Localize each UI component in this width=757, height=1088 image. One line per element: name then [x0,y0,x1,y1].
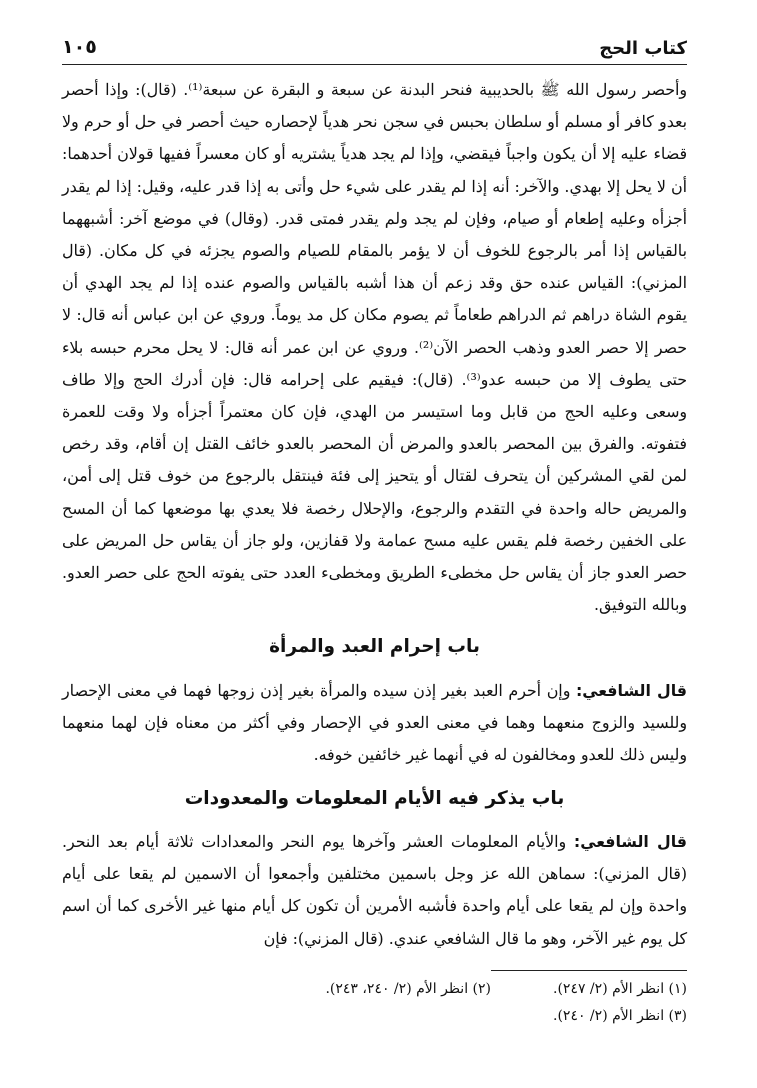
footnotes [62,976,687,1030]
section-title-known-days: باب يذكر فيه الأيام المعلومات والمعدودات [184,788,565,809]
footnote-line [62,976,687,1003]
page-number: ١٠٥ [62,36,97,58]
footnote-2: (٢) انظر الأم (٢/ ٢٤٠، ٢٤٣). [325,981,491,997]
speaker-label: قال الشافعي: [573,832,687,851]
footnote-1: (١) انظر الأم (٢/ ٢٤٧). [553,981,687,997]
paragraph-slave-woman [62,675,687,772]
footnote-divider [491,970,687,971]
speaker-label: قال الشافعي: [575,681,687,700]
book-title: كتاب الحج [599,38,687,59]
footnote-3: (٣) انظر الأم (٢/ ٢٤٠). [553,1008,687,1024]
paragraph-known-days [62,826,687,955]
page-header [62,34,687,65]
paragraph-text: والأيام المعلومات العشر وآخرها يوم النحر والمعدادات ثلاثة أيام بعد النحر. (قال المزني): سماهن الله عز وجل باسمين مختلفين وأجمعوا أن الاسمين لم يقعا على أيام واحدة وإن لم يقعا على أيام واحدة فأشبه الأمرين أن تكون كل أيام منها غير الأخرى كما أن اسم كل يوم غير الآخر، وهو ما قال الشافعي عندي. (قال المزني): فإن [62,832,687,948]
footnote-line [62,1003,687,1030]
paragraph-text: وإن أحرم العبد بغير إذن سيده والمرأة بغير إذن زوجها فهما في معنى الإحصار وللسيد والزوج منعهما وهما في معنى العدو في الإحصار وفي أكثر من معناه فإن لهما منعهما وليس ذلك للعدو ومخالفون له في أنهما غير خائفين خوفه. [62,681,687,765]
paragraph-main: وأحصر رسول الله ﷺ بالحديبية فنحر البدنة عن سبعة و البقرة عن سبعة⁽¹⁾. (قال): وإذا أحصر بعدو كافر أو مسلم أو سلطان بحبس في سجن نحر هدياً لإحصاره حيث أحصر في حل أو حرم ولا قضاء عليه إلا أن يكون واجباً فيقضي، وإذا لم يجد هدياً يشتريه أو كان معسراً ففيها قولان أحدهما: أن لا يحل إلا بهدي. والآخر: أنه إذا لم يقدر على شيء حل وأتى به إذا قدر عليه، وقيل: إذا لم يقدر أجزأه وعليه إطعام أو صيام، وفإن لم يجد ولم يقدر فمتى قدر. (وقال) في موضع آخر: أشبههما بالقياس إذا أمر بالرجوع للخوف أن لا يؤمر بالمقام للصيام والصوم يجزئه في كل مكان. (قال المزني): القياس عنده حق وقد زعم أن هذا أشبه بالقياس والصوم عنده إذا لم يجد الهدي أن يقوم الشاة دراهم ثم الدراهم طعاماً ثم يصوم مكان كل مد يوماً. وروي عن ابن عباس أنه قال: لا حصر إلا حصر العدو وذهب الحصر الآن⁽²⁾. وروي عن ابن عمر أنه قال: لا يحل محرم حبسه بلاء حتى يطوف إلا من حبسه عدو⁽³⁾. (قال): فيقيم على إحرامه قال: فإن أدرك الحج وإلا طاف وسعى وعليه الحج من قابل وما استيسر من الهدي، فإن كان معتمراً أجزأه ولا وقت للعمرة فتفوته. والفرق بين المحصر بالعدو والمرض أن المحصر بالعدو خائف القتل إن أقام، وقد رخص لمن لقي المشركين أن يتحرف لقتال أو يتحيز إلى فئة فينتقل بالرجوع من خوف قتل إلى أمن، والمريض حاله واحدة في التقدم والرجوع، والإحلال رخصة فلا يعدي بها موضعها كما أن المسح على الخفين رخصة فلم يقس عليه مسح عمامة ولا قفازين، ولو جاز أن يقاس حل المريض على حصر العدو جاز أن يقاس حل مخطىء الطريق ومخطىء العدد حتى يفوته الحج على حصر العدو. وبالله التوفيق. [62,80,688,615]
section-title-slave-woman: باب إحرام العبد والمرأة [269,636,480,657]
